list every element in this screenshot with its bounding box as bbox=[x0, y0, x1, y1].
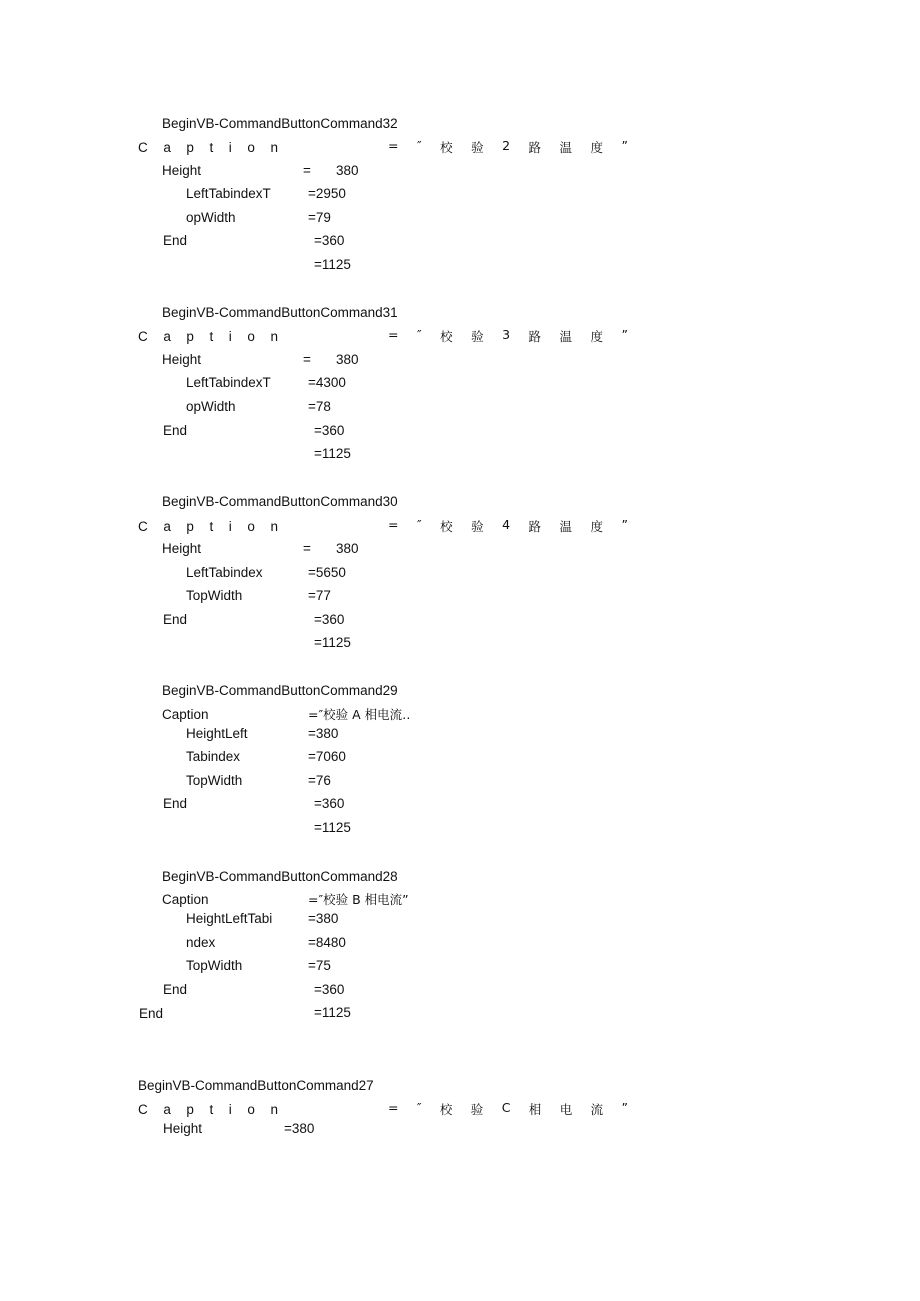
caption-word: C a p t i o n bbox=[138, 518, 278, 534]
end-label: End bbox=[163, 796, 188, 811]
caption-value: = ″ 校 验 3 路 温 度 ” bbox=[388, 327, 628, 344]
row3-value: =7060 bbox=[308, 749, 346, 764]
row3-label: LeftTabindex bbox=[186, 565, 263, 580]
end-label: End bbox=[163, 982, 188, 997]
last-value: =1125 bbox=[314, 820, 351, 835]
caption-word: C a p t i o n bbox=[138, 328, 278, 344]
block-begin-command29: BeginVB-CommandButtonCommand29 bbox=[162, 683, 398, 698]
row3-label: ndex bbox=[186, 935, 216, 950]
height-eq: = bbox=[303, 352, 311, 367]
caption-row-command30 bbox=[138, 518, 628, 534]
end-outer-label: End bbox=[139, 1006, 164, 1021]
caption-value: =″校验 B 相电流” bbox=[308, 892, 409, 907]
row4-label: TopWidth bbox=[186, 588, 243, 603]
end-value: =360 bbox=[314, 796, 345, 811]
row4-value: =79 bbox=[308, 210, 331, 225]
end-label: End bbox=[163, 612, 188, 627]
block-begin-command31: BeginVB-CommandButtonCommand31 bbox=[162, 305, 398, 320]
row3-value: =8480 bbox=[308, 935, 346, 950]
caption-row-command27 bbox=[138, 1101, 628, 1117]
caption-value: =″校验 A 相电流‥ bbox=[308, 707, 411, 722]
row4-value: =76 bbox=[308, 773, 331, 788]
end-value: =360 bbox=[314, 233, 345, 248]
height-eq: = bbox=[303, 163, 311, 178]
row3-value: =2950 bbox=[308, 186, 346, 201]
last-value: =1125 bbox=[314, 446, 351, 461]
caption-value: = ″ 校 验 4 路 温 度 ” bbox=[388, 517, 628, 534]
row3-label: LeftTabindexT bbox=[186, 375, 271, 390]
row3-label: LeftTabindexT bbox=[186, 186, 271, 201]
row2-label: HeightLeft bbox=[186, 726, 248, 741]
end-value: =360 bbox=[314, 612, 345, 627]
last-value: =1125 bbox=[314, 257, 351, 272]
caption-label: Caption bbox=[162, 707, 209, 722]
caption-row-command31 bbox=[138, 328, 628, 344]
caption-label: Caption bbox=[162, 892, 209, 907]
height-eq: = bbox=[303, 541, 311, 556]
row4-value: =75 bbox=[308, 958, 331, 973]
caption-value: = ″ 校 验 2 路 温 度 ” bbox=[388, 138, 628, 155]
row4-label: TopWidth bbox=[186, 958, 243, 973]
caption-word: C a p t i o n bbox=[138, 1101, 278, 1117]
block-begin-command28: BeginVB-CommandButtonCommand28 bbox=[162, 869, 398, 884]
row4-value: =77 bbox=[308, 588, 331, 603]
block-begin-command30: BeginVB-CommandButtonCommand30 bbox=[162, 494, 398, 509]
height-label: Height bbox=[162, 541, 202, 556]
height-label: Height bbox=[163, 1121, 203, 1136]
height-value: =380 bbox=[284, 1121, 315, 1136]
caption-value: = ″ 校 验 C 相 电 流 ” bbox=[388, 1100, 628, 1117]
row4-label: TopWidth bbox=[186, 773, 243, 788]
end-value: =360 bbox=[314, 423, 345, 438]
row2-label: HeightLeftTabi bbox=[186, 911, 273, 926]
row2-value: =380 bbox=[308, 726, 339, 741]
row2-value: =380 bbox=[308, 911, 339, 926]
end-label: End bbox=[163, 423, 188, 438]
block-begin-command27: BeginVB-CommandButtonCommand27 bbox=[138, 1078, 374, 1093]
row4-label: opWidth bbox=[186, 210, 236, 225]
height-value: 380 bbox=[336, 541, 359, 556]
caption-row-command32 bbox=[138, 139, 628, 155]
last-value: =1125 bbox=[314, 635, 351, 650]
height-label: Height bbox=[162, 352, 202, 367]
height-label: Height bbox=[162, 163, 202, 178]
caption-word: C a p t i o n bbox=[138, 139, 278, 155]
last-value: =1125 bbox=[314, 1005, 351, 1020]
height-value: 380 bbox=[336, 163, 359, 178]
end-label: End bbox=[163, 233, 188, 248]
end-value: =360 bbox=[314, 982, 345, 997]
row3-value: =4300 bbox=[308, 375, 346, 390]
row4-value: =78 bbox=[308, 399, 331, 414]
block-begin-command32: BeginVB-CommandButtonCommand32 bbox=[162, 116, 398, 131]
height-value: 380 bbox=[336, 352, 359, 367]
row4-label: opWidth bbox=[186, 399, 236, 414]
row3-value: =5650 bbox=[308, 565, 346, 580]
row3-label: Tabindex bbox=[186, 749, 241, 764]
